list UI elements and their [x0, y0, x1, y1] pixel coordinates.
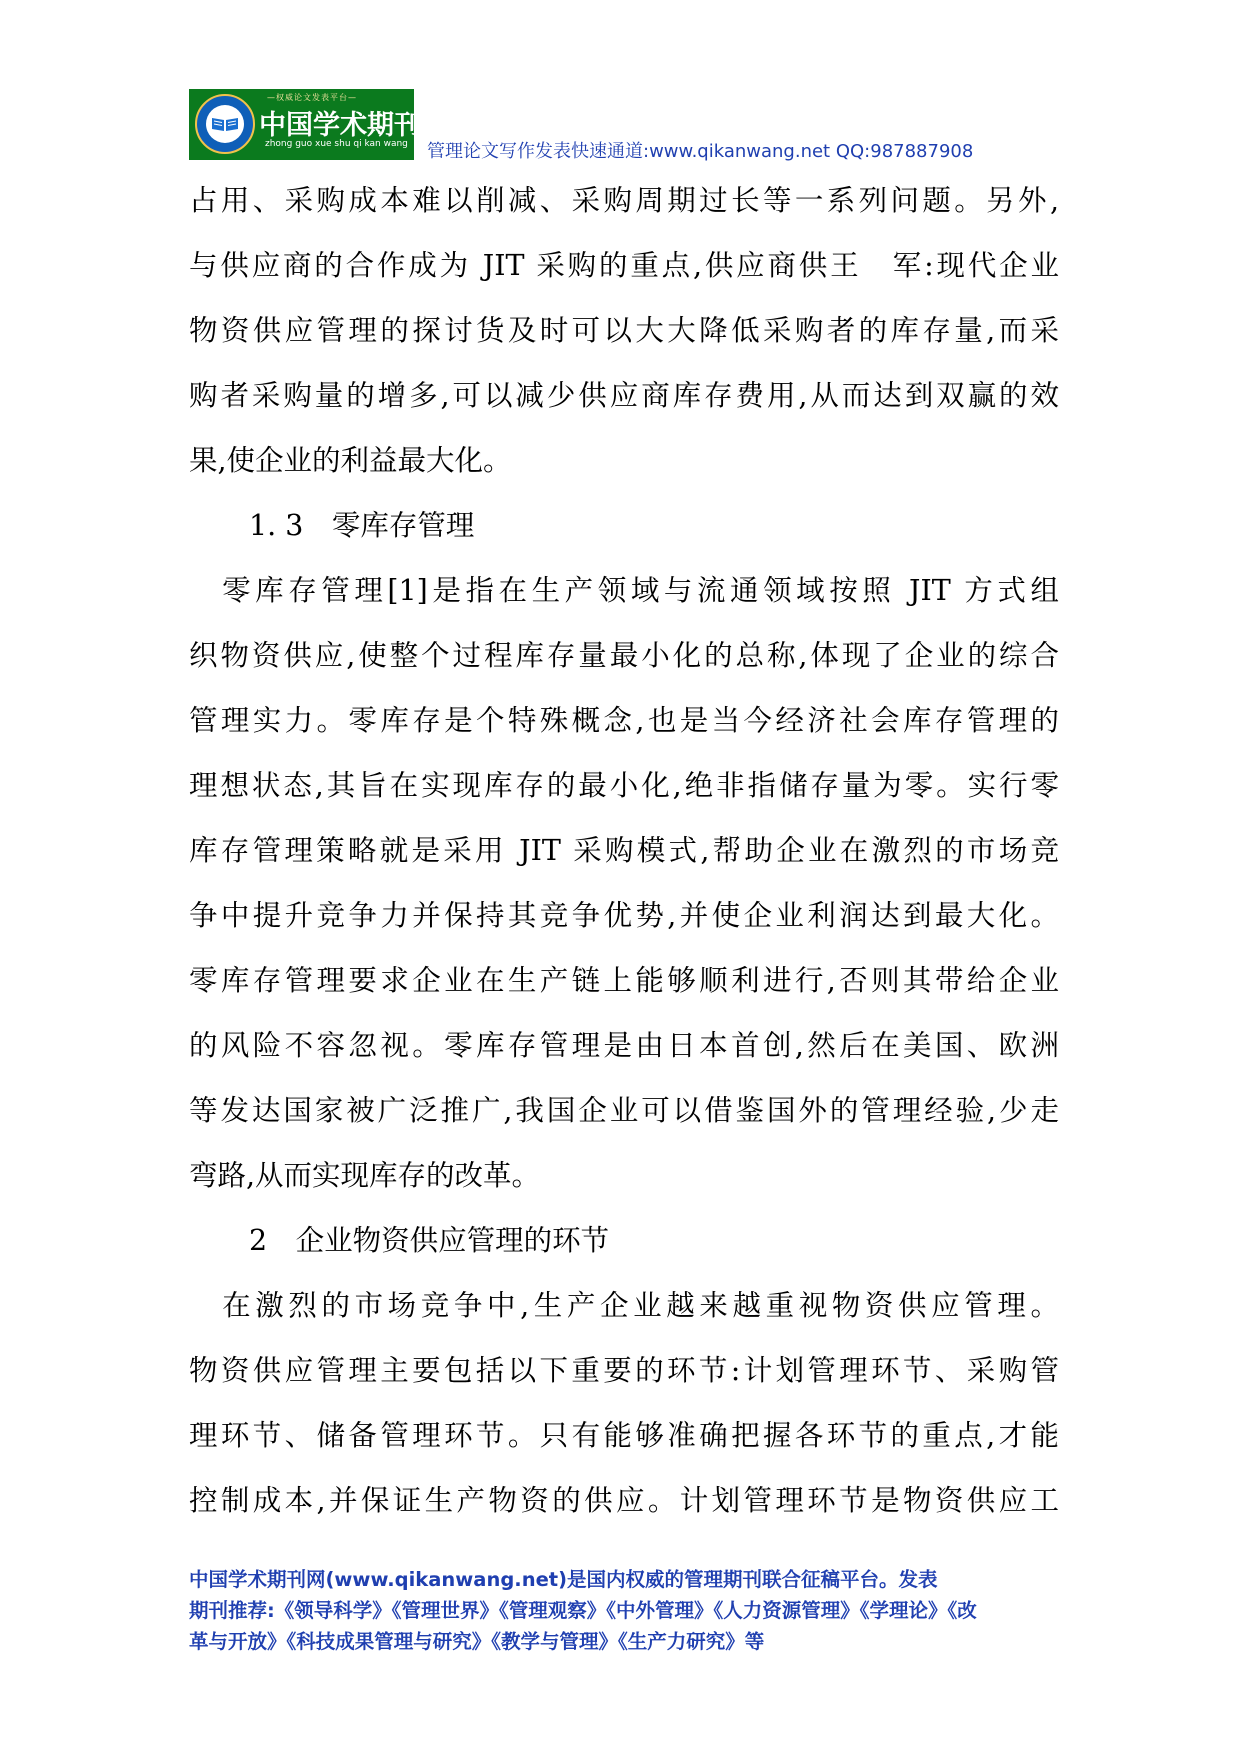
section-heading: 2 企业物资供应管理的环节	[249, 1224, 610, 1257]
text-line: 购者采购量的增多,可以减少供应商库存费用,从而达到双赢的效	[189, 379, 1059, 412]
text-line: 果,使企业的利益最大化。	[189, 444, 512, 477]
logo-pinyin: zhong guo xue shu qi kan wang	[265, 139, 408, 149]
text-line: 与供应商的合作成为 JIT 采购的重点,供应商供王 军:现代企业	[189, 249, 1059, 282]
logo-name: 中国学术期刊网	[259, 110, 448, 141]
page-header	[189, 89, 1069, 161]
text-line: 管理实力。零库存是个特殊概念,也是当今经济社会库存管理的	[189, 704, 1059, 737]
footer-line[interactable]: 中国学术期刊网(www.qikanwang.net)是国内权威的管理期刊联合征稿平台。发表	[189, 1568, 938, 1591]
site-logo[interactable]	[189, 89, 448, 160]
section-heading: 1. 3 零库存管理	[249, 509, 475, 542]
page-footer	[189, 1564, 1069, 1657]
text-line: 在激烈的市场竞争中,生产企业越来越重视物资供应管理。	[189, 1289, 1059, 1322]
text-line: 弯路,从而实现库存的改革。	[189, 1159, 541, 1192]
text-line: 的风险不容忽视。零库存管理是由日本首创,然后在美国、欧洲	[189, 1029, 1059, 1062]
text-line: 争中提升竞争力并保持其竞争优势,并使企业利润达到最大化。	[189, 899, 1059, 932]
article-body	[189, 168, 1059, 1533]
text-line: 理想状态,其旨在实现库存的最小化,绝非指储存量为零。实行零	[189, 769, 1059, 802]
text-line: 物资供应管理主要包括以下重要的环节:计划管理环节、采购管	[189, 1354, 1059, 1387]
text-line: 控制成本,并保证生产物资的供应。计划管理环节是物资供应工	[189, 1484, 1059, 1517]
footer-line: 期刊推荐:《领导科学》《管理世界》《管理观察》《中外管理》《人力资源管理》《学理论》《改	[189, 1599, 977, 1622]
logo-tagline: —权威论文发表平台—	[267, 93, 357, 102]
open-book-icon	[211, 116, 239, 132]
text-line: 理环节、储备管理环节。只有能够准确把握各环节的重点,才能	[189, 1419, 1059, 1452]
text-line: 库存管理策略就是采用 JIT 采购模式,帮助企业在激烈的市场竞	[189, 834, 1059, 867]
text-line: 物资供应管理的探讨货及时可以大大降低采购者的库存量,而采	[189, 314, 1059, 347]
header-promo-link[interactable]: 管理论文写作发表快速通道:www.qikanwang.net QQ:987887908	[427, 141, 974, 162]
text-line: 织物资供应,使整个过程库存量最小化的总称,体现了企业的综合	[189, 639, 1059, 672]
text-line: 零库存管理[1]是指在生产领域与流通领域按照 JIT 方式组	[189, 574, 1059, 607]
footer-line: 革与开放》《科技成果管理与研究》《教学与管理》《生产力研究》等	[189, 1630, 765, 1653]
text-line: 占用、采购成本难以削减、采购周期过长等一系列问题。另外,	[189, 184, 1059, 217]
seal-icon	[195, 94, 255, 154]
text-line: 等发达国家被广泛推广,我国企业可以借鉴国外的管理经验,少走	[189, 1094, 1059, 1127]
text-line: 零库存管理要求企业在生产链上能够顺利进行,否则其带给企业	[189, 964, 1059, 997]
